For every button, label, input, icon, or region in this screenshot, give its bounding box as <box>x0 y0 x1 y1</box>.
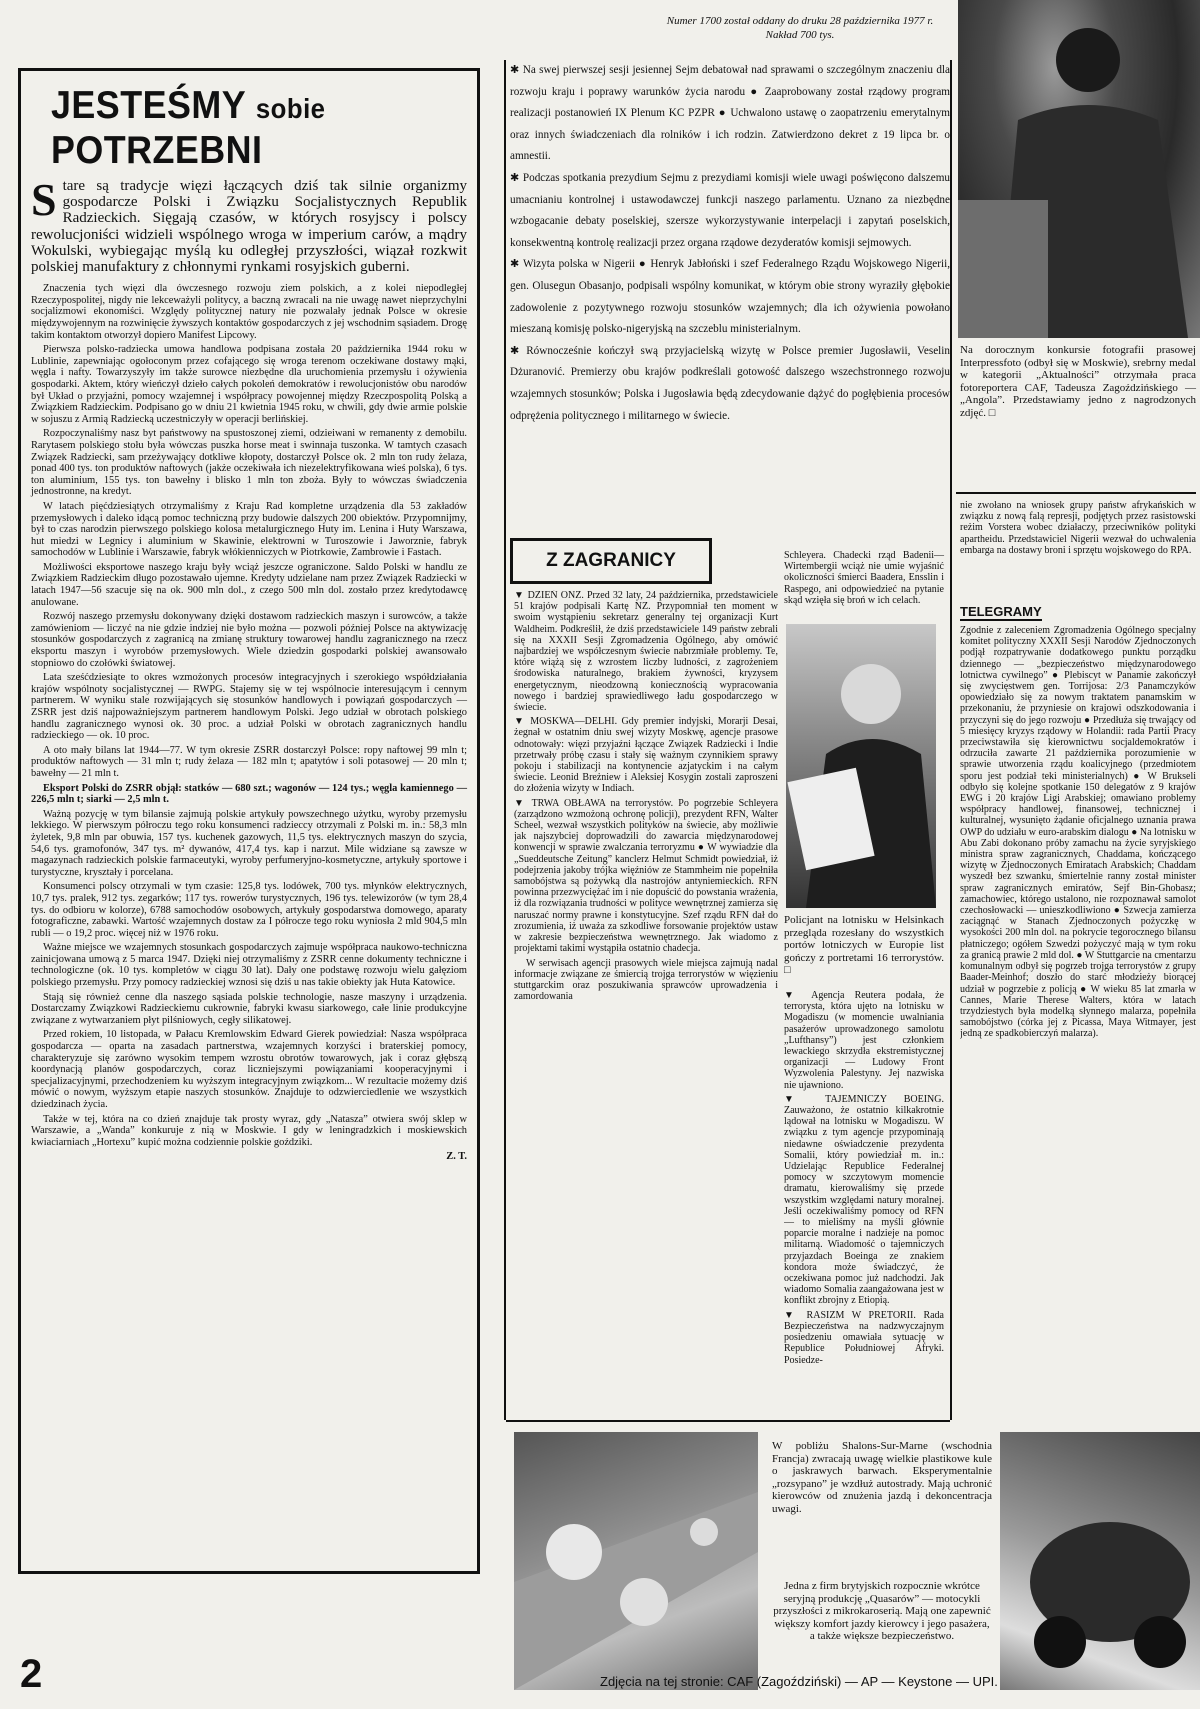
page-number: 2 <box>20 1652 43 1696</box>
foreign-item: ▼ DZIEŃ ONZ. Przed 32 laty, 24 października, przedstawiciele 51 krajów podpisali Kartę NZ. Przypomniał ten moment w swoim wystąpieniu sekretarz generalny tej organizacji Kurt Waldheim. Podkreślił, że dziś przedstawiciele 149 państw zebrali się na XXXII Sesji Zgromadzenia Ogólnego, aby omówić najbardziej we współczesnym świecie nabrzmiałe problemy. Te, które wiążą się z wzrostem liczby ludności, z zagrożeniem środowiska naturalnego, brakiem żywności, kryzysem energetycznym, nieodzowną koniecznością wypracowania nowego i bardziej sprawiedliwego ładu gospodarczego w świecie. <box>514 590 778 714</box>
rpa-continuation: nie zwołano na wniosek grupy państw afrykańskich w związku z nową falą represji, podjętych przez rasistowski reżim Vorstera wobec działaczy, przeciwników polityki apartheidu. Przedstawiciel Nigerii wezwał do uchwalenia embarga na dostawy broni i sprzętu wojskowego do RPA. <box>960 500 1196 556</box>
main-article <box>18 68 480 1574</box>
news-item: ✱ Na swej pierwszej sesji jesiennej Sejm debatował nad sprawami o szczególnym znaczeniu dla rozwoju kraju i poprawy warunków życia narodu ● Zaaprobowany został rządowy program realizacji postanowień IX Plenum KC PZPR ● Uchwalono ustawę o zaopatrzeniu emerytalnym oraz innych świadczeniach dla rolników i ich rodzin. Zatwierdzono dekret z 19 lipca br. o amnestii. <box>510 64 950 163</box>
article-paragraph: Stają się również cenne dla naszego sąsiada polskie technologie, nasze maszyny i urządzenia. Dostarczamy Związkowi Radzieckiemu cukrownie, fabryki kwasu siarkowego, całe linie produkcyjne związane z wytwarzaniem płyt pilśniowych, cegły silikatowej. <box>31 991 467 1026</box>
photo-road-balls <box>514 1432 758 1690</box>
photo-credits: Zdjęcia na tej stronie: CAF (Zagoździński) — AP — Keystone — UPI. <box>600 1674 998 1689</box>
article-paragraph: Przed rokiem, 10 listopada, w Pałacu Kremlowskim Edward Gierek powiedział: Nasza współpraca gospodarcza — oparta na zasadach partnerstwa, wzajemnych korzyści i braterskiej pomocy, charakteryzuje się zarówno wysokim tempem wzrostu obrotów towarowych, jak i coraz głębszą koordynacją planów gospodarczych, coraz liczniejszymi powiązaniami kooperacyjnymi i specjalizacyjnymi, przechodzeniem ku wyższym integracyjnym związkom... W rezultacie możemy dziś mówić o nowym, wyższym etapie naszych stosunków. Znajduje to odzwierciedlenie we wszystkich dziedzinach życia. <box>31 1029 467 1110</box>
section-header-foreign: Z ZAGRANICY <box>510 538 712 584</box>
asterisk-icon: ✱ <box>510 64 523 76</box>
photo-quasar <box>1000 1432 1200 1690</box>
article-body <box>31 283 467 1163</box>
photo-angola <box>958 0 1200 338</box>
telegramy-section <box>960 602 1196 1425</box>
article-paragraph: Rozwój naszego przemysłu dokonywany dzięki dostawom radzieckich maszyn i surowców, a także zamówieniom — liczyć na nie gdzie indziej nie było można — pozwoli później Polsce na aktywizację stosunków gospodarczych z zagranicą na zmianę struktury towarowej handlu zagranicznego na rzecz eksportu maszyn i wyrobów przemysłowych. Wiele dziedzin gospodarki polskiej awansowało stopniowo do czołówki światowej. <box>31 611 467 669</box>
article-paragraph: Rozpoczynaliśmy nasz byt państwowy na spustoszonej ziemi, odzieiwani w remanenty z demobilu. Rarytasem polskiego stołu była wówczas puszka horse meat i swinnaja tuszonka. W tamtych czasach Związek Radziecki, sam przeżywający dotkliwe kłopoty, dostarczył Polsce ok. 2 mln ton rudy żelaza, ponad 400 tys. ton produktów naftowych (jakże oczekiwała ich niezelektryfikowana wieś polska), 6 tys. ton aluminium, 155 tys. ton bawełny i blisko 1 mln ton zboża. Były to wówczas świadczenia jednostronne, na kredyt. <box>31 428 467 498</box>
article-paragraph: Eksport Polski do ZSRR objął: statków — 680 szt.; wagonów — 124 tys.; węgla kamiennego — 226,5 mln t; siarki — 2,5 mln t. <box>31 782 467 806</box>
triangle-down-icon: ▼ <box>784 1093 826 1105</box>
foreign-item: ▼ Agencja Reutera podała, że terrorysta, która ujęto na lotnisku w Mogadiszu (w momencie uwalniania pasażerów uprowadzonego samolotu „Lufthansy”) jest członkiem lewackiego skrzydła ekstremistycznej organizacji — Ludowy Front Wyzwolenia Palestyny. Jej nazwiska nie ujawniono. <box>784 990 944 1091</box>
article-paragraph: Konsumenci polscy otrzymali w tym czasie: 125,8 tys. lodówek, 700 tys. młynków elektrycznych, 10,7 tys. pralek, 912 tys. zegarków; 117 tys. rowerów turystycznych, 196 tys. telewizorów (w tym 28,4 tys. do odbioru w kolorze), 6788 samochodów osobowych, artykuły gospodarstwa domowego, aparaty fotograficzne, zabawki. Wartość wzajemnych dostaw za I półrocze tego roku wyniosła 2 mld 904,5 mln rubli — o 19,2 proc. więcej niż w 1976 roku. <box>31 881 467 939</box>
square-end-icon: □ <box>988 406 996 419</box>
section-header-telegramy: TELEGRAMY <box>960 604 1042 619</box>
photo-caption-angola: Na dorocznym konkursie fotografii prasowej Interpressfoto (odbył się w Moskwie), srebrny medal w kategorii „Aktualności” otrzymała praca fotoreportera CAF, Tadeusza Zagoździńskiego — „Angola”. Przedstawiamy jedno z nagrodzonych zdjęć. □ <box>960 344 1196 419</box>
drop-cap: S <box>31 174 57 225</box>
foreign-item: ▼ TRWA OBŁAWA na terrorystów. Po pogrzebie Schleyera (zarządzono wzmożoną ochronę policji), prezydent RFN, Walter Scheel, wezwał wszystkich polityków na świecie, aby możliwie jak najszybciej doprowadzili do zawarcia międzynarodowej konwencji w sprawie zwalczania terroryzmu ● W wywiadzie dla „Sueddeutsche Zeitung” kanclerz Helmut Schmidt powiedział, iż podejrzenia jakoby trójka więźniów ze Stammheim nie popełniła samobójstwa są pożywką dla nastrojów antyniemieckich. RFN powinna przezwyciężać im i nie dopuścić do powstania wrażenia, iż dla rozwiązania trudności w polityce wewnętrznej zamierza się naruszać normy prawne i konstytucyjne. Szef rządu RFN dał do zrozumienia, iż uważa za szkodliwe forsowanie projektów ustaw w zakresie bezpieczeństwa wewnętrznego. Jak wiadomo z projektami takimi wystąpiła ostatnio chadecja. <box>514 797 778 955</box>
news-item: ✱ Równocześnie kończył swą przyjacielską wizytę w Polsce premier Jugosławii, Veselin Dżuranović. Premierzy obu krajów podkreślali gotowość dalszego wszechstronnego rozwoju wzajemnych stosunków; Polska i Jugosławia będą zdecydowanie dążyć do pogłębienia procesów odprężenia politycznego i militarnego w świecie. <box>510 344 950 422</box>
triangle-down-icon: ▼ <box>514 590 528 601</box>
foreign-news-col2 <box>784 990 944 1420</box>
triangle-down-icon: ▼ <box>784 1309 807 1321</box>
article-signature: Z. T. <box>446 1151 467 1163</box>
road-balls-illustration <box>514 1432 758 1690</box>
caption-quasar: Jedna z firm brytyjskich rozpocznie wkrótce seryjną produkcję „Quasarów” — motocykli przyszłości z mikrokaroserią. Mają one zapewnić większy komfort jazdy kierowcy i jego pasażera, a także większe bezpieczeństwo. <box>773 1580 991 1643</box>
column-rule <box>956 492 1196 494</box>
triangle-down-icon: ▼ <box>514 797 532 809</box>
article-paragraph: W latach pięćdziesiątych otrzymaliśmy z Kraju Rad kompletne urządzenia dla 53 zakładów przemysłowych i daleko idącą pomoc techniczną przy budowie dalszych 200 obiektów. Przypomnijmy, był to czas narodzin pierwszego polskiego kolosa metalurgicznego Huty im. Lenina i Huty Warszawa, hut miedzi w Legnicy i aluminium w Skawinie, elektrowni w Turoszowie i Jaworznie, fabryk samochodów w Lublinie i Warszawie, fabryk włókienniczych w Piotrkowie, Zambrowie i Fastach. <box>31 500 467 559</box>
column-rule <box>506 1420 950 1422</box>
policeman-illustration <box>786 624 936 908</box>
foreign-item: ▼ MOSKWA—DELHI. Gdy premier indyjski, Morarji Desai, żegnał w ostatnim dniu swej wizyty Moskwę, agencje prasowe odnotowały: więzi przyjaźni łączące Związek Radziecki i Indie przetrwały próbę czasu i stały się ważnym czynnikiem sprawy pokoju i stabilizacji na kontynencie azjatyckim i na całym świecie. Leonid Breżniew i Aleksiej Kosygin zostali zaproszeni do złożenia wizyty w Indiach. <box>514 716 778 795</box>
caption-road-balls: W pobliżu Shalons-Sur-Marne (wschodnia Francja) zwracają uwagę wielkie plastikowe kule o jaskrawych barwach. Eksperymentalnie „rozsypano” je wzdłuż autostrady. Mają uchronić kierowców od znużenia jazdą i dekoncentracja uwagi. <box>772 1440 992 1515</box>
news-item: ✱ Wizyta polska w Nigerii ● Henryk Jabłoński i szef Federalnego Rządu Wojskowego Nigerii, gen. Olusegun Obasanjo, podpisali wspólny komunikat, w którym obie strony wyraziły głębokie zadowolenie z pozytywnego rozwoju stosunków wzajemnych; dla ich ożywienia powołano mieszaną komisję polsko-nigeryjską na szczeblu ministerialnym. <box>510 258 950 336</box>
square-end-icon: □ <box>784 964 791 977</box>
print-note: Numer 1700 został oddany do druku 28 października 1977 r. Nakład 700 tys. <box>666 15 934 41</box>
article-paragraph: Ważne miejsce we wzajemnych stosunkach gospodarczych zajmuje współpraca naukowo-techniczna zainicjowana umową z 5 marca 1947. Dzięki niej otrzymaliśmy z ZSRR cenne dokumenty techniczne i technologiczne (ok. 10 tys. kompletów w ciągu 30 lat). Dały one podstawę rozwoju wielu gałęziom polskiego przemysłu. Przy pomocy radzieckiej wznosi się dziś u nas takie obiekty jak Huta Katowice. <box>31 942 467 989</box>
photo-policeman <box>786 624 936 908</box>
angola-illustration <box>958 0 1200 338</box>
article-paragraph: A oto mały bilans lat 1944—77. W tym okresie ZSRR dostarczył Polsce: ropy naftowej 99 mln t; produktów naftowych — 31 mln t; rudy żelaza — 182 mln t; apatytów i soli potasowej — 20 mln t; bawełny — 21 mln t. <box>31 744 467 779</box>
article-paragraph: Także w tej, która na co dzień znajduje tak prosty wyraz, gdy „Natasza” otwiera swój sklep w Warszawie, a „Wanda” konkuruje z nią w Moskwie. I gdy w leningradzkich i moskiewskich kwiaciarniach „Hortexu” kupić można codziennie polskie goździki. <box>31 1113 467 1148</box>
triangle-down-icon: ▼ <box>784 990 812 1001</box>
foreign-news-col2-top: Schleyera. Chadecki rząd Badenii—Wirtembergii wciąż nie umie wyjaśnić okoliczności śmierci Baadera, Ensslin i Raspego, ani odpowiedzieć na pytanie skąd wzięła się broń w ich celach. <box>784 550 944 606</box>
foreign-item: ▼ RASIZM W PRETORII. Rada Bezpieczeństwa na nadzwyczajnym posiedzeniu omawiała sytuację w Republice Południowej Afryki. Posiedze- <box>784 1309 944 1366</box>
foreign-news-col1 <box>514 590 778 1420</box>
news-item: ✱ Podczas spotkania prezydium Sejmu z prezydiami komisji wiele uwagi poświęcono dalszemu umacnianiu kontrolnej i ustawodawczej funkcji naszego parlamentu. Uznano za niezbędne wzbogacanie debaty poselskiej, szersze wykorzystywanie interpelacji i zapytań poselskich, konsekwentną kontrolę realizacji przez organa rządowe dezyderatów komisji sejmowych. <box>510 171 951 249</box>
column-rule <box>950 60 952 1420</box>
article-paragraph: Pierwsza polsko-radziecka umowa handlowa podpisana została 20 października 1944 roku w Lublinie, zapewniając ogołoconym przez cofającego się wroga terenom oczekiwane dostawy mąki, węgla i nafty. Towarzyszyły im także surowce niezbędne dla uruchomienia przemysłu i ożywienia gospodarki. Aktem, który wieńczył dzieło całych pokoleń demokratów i rewolucjonistów obu narodów był Układ o przyjaźni, pomocy wzajemnej i współpracy powojennej między Rzeczpospolitą Polską a Związkiem Radzieckim. Podpisano go w dniu 21 kwietnia 1945 roku, w chwili, gdy dwie armie polskie w sojuszu z Armią Radziecką uczestniczyły w operacji berlińskiej. <box>31 344 467 425</box>
triangle-down-icon: ▼ <box>514 716 531 728</box>
foreign-item: W serwisach agencji prasowych wiele miejsca zajmują nadal informacje związane ze śmiercią trojga terrorystów w więzieniu stuttgarckim oraz poszukiwania sprawców uprowadzenia i zamordowania <box>514 957 778 1003</box>
photo-caption-police: Policjant na lotnisku w Helsinkach przegląda rozesłany do wszystkich portów lotniczych w Europie list gończy z portretami 16 terrorystów. □ <box>784 914 944 977</box>
quasar-illustration <box>1000 1432 1200 1690</box>
article-paragraph: Lata sześćdziesiąte to okres wzmożonych procesów integracyjnych i szerokiego współdziałania krajów wspólnoty socjalistycznej — RWPG. Stajemy się w tej wspólnocie interesującym i cennym partnerem. W wyniku stale rozwijających się stosunków handlowych i powiązań gospodarczych — ZSRR jest dziś najpoważniejszym partnerem handlowym Polski. Jego udział w obrotach polskiego handlu zagranicznego wynosi ok. 30 proc. a udział Polski w obrotach zagranicznych handlu radzieckiego — ok. 10 proc. <box>31 672 467 742</box>
domestic-news <box>510 60 950 540</box>
article-headline: JESTEŚMY sobie POTRZEBNI <box>51 84 326 172</box>
article-paragraph: Możliwości eksportowe naszego kraju były wciąż jeszcze ograniczone. Saldo Polski w handlu ze Związkiem Radzieckim długo pozostawało ujemne. Kredyty udzielane nam przez Związek Radziecki w latach 1947—56 szacuje się na ok. 900 mln dol., z czego 500 mln dol. zostało przez kredytodawcę anulowane. <box>31 561 467 608</box>
article-paragraph: Ważną pozycję w tym bilansie zajmują polskie artykuły powszechnego użytku, wyroby przemysłu lekkiego. W pierwszym półroczu tego roku konsumenci radzieccy otrzymali z Polski m. in.: 58,3 mln żyletek, 9,8 mln par obuwia, 157 tys. kuchenek gazowych, 11,5 tys. elektrycznych maszyn do szycia, 54,6 tys. gramofonów, 347 tys. m² dywanów, 417,4 tys. kap i narzut. Mile widziane są zawsze w magazynach radzieckich polskie farmaceutyki, wyroby perfumeryjno-kosmetyczne, artykuły sportowe i turystyczne, kryształy i porcelana. <box>31 808 467 878</box>
article-paragraph: Znaczenia tych więzi dla ówczesnego rozwoju ziem polskich, a z kolei niepodległej Rzeczypospolitej, nigdy nie lekceważyli politycy, a baczną zwracali na nie uwagę nawet nieprzychylni socjalizmowi ekonomiści. Względy politycznej natury nie pozwalały jednak Polsce w okresie międzywojennym na rozwinięcie żywszych kontaktów gospodarczych z jej wschodnim sąsiadem. Drogę takim kontaktom otworzył dopiero Manifest Lipcowy. <box>31 283 467 341</box>
column-rule <box>504 60 506 1420</box>
asterisk-icon: ✱ <box>510 171 523 184</box>
article-lead: S tare są tradycje więzi łączących dziś tak silnie organizmy gospodarcze Polski i Związku Socjalistycznych Republik Radzieckich. Sięgają czasów, w których rosyjscy i polscy rewolucjoniści widzieli wspólnego wroga w imperium carów, a mądry Wokulski, wybiegając myślą ku odległej przyszłości, wiązał rozkwit polskiej manufaktury z chłonnymi rynkami rosyjskich guberni. <box>31 174 467 276</box>
asterisk-icon: ✱ <box>510 258 523 271</box>
telegramy-body: Zgodnie z zaleceniem Zgromadzenia Ogólnego specjalny komitet polityczny XXXII Sesji Narodów Zjednoczonych podjął rozpatrywanie dodatkowego punktu porządku dziennego — „bezpieczeństwo międzynarodowego lotnictwa cywilnego” ● Plebiscyt w Panamie zakończył się zwycięstwem gen. Torrijosa: 2/3 Panamczyków opowiedziało się za nowym traktatem panamskim w przekonaniu, że przyniesie on krajowi odszkodowania i przyczyni się do jego rozwoju ● Przedłuża się trwający od 5 miesięcy kryzys rządowy w Holandii: rada Partii Pracy przeciwstawiła się kierownictwu socjaldemokratów i odrzuciła zawarte 21 października porozumienie w sprawie utworzenia rządu koalicyjnego (przedmiotem sporu jest podział teki ministerialnych) ● W Brukseli odbyło się kolejne spotkanie 150 delegatów z 9 krajów EWG i 20 krajów Ligi Arabskiej; omawiano problemy współpracy handlowej, finansowej, technicznej i kulturalnej, wysunięto żądanie oficjalnego uznania prawa OWP do udziału w euro-arabskim dialogu ● Na lotnisku w Abu Zabi dokonano próby zamachu na życie syryjskiego ministra spraw zagranicznych, Chaddama, kończącego wizytę w Zjednoczonych Emiratach Arabskich; Chaddam wyszedł bez szwanku, śmiertelnie ranny został minister spraw zagranicznych emiratów, Sejf Bin-Ghobasz; zamachowiec, którego ustalono, nie rozpoznawał samolot czechosłowacki — unieszkodliwiono ● Szwecja zamierza zaciągnąć w Stanach Zjednoczonych pożyczkę w wysokości 200 mln dol. na pokrycie tegorocznego bilansu płatniczego; ogółem Szwedzi pożyczyć mają w tym roku za granicą prawie 2 mld dol. ● W Stuttgarcie na cmentarzu komunalnym odbył się pogrzeb trojga terrorystów z grupy Baader-Meinhof; doszło do starć młodzieży biorącej udział w pogrzebie z policją ● W wieku 85 lat zmarła w Cannes, Marie Therese Walters, która w latach trzydziestych była modelką słynnego malarza, popełniła samobójstwo (córka jej z Picassa, Maya Witmayer, jest jedną ze spadkobierczyń malarza). <box>960 625 1196 1040</box>
foreign-item: ▼ TAJEMNICZY BOEING. Zauważono, że ostatnio kilkakrotnie lądował na lotnisku w Mogadiszu. W związku z tym agencje przypominają niedawne oświadczenie prezydenta Somalii, który powiedział m. in.: Udzielając Republice Federalnej pomocy w szczytowym momencie dramatu, kierowaliśmy się przede wszystkim względami natury moralnej. Jeśli oczekiwaliśmy pomocy od RFN — to mieliśmy na myśli głównie poparcie moralne i nadzieje na pomoc militarną. Wiadomość o tajemniczych przyjazdach Boeinga ze znakiem kondora może świadczyć, że oczekiwana pomoc już nadchodzi. Jak wiadomo Somalia zaangażowana jest w konflikt zbrojny z Etiopią. <box>784 1093 944 1307</box>
asterisk-icon: ✱ <box>510 344 527 357</box>
